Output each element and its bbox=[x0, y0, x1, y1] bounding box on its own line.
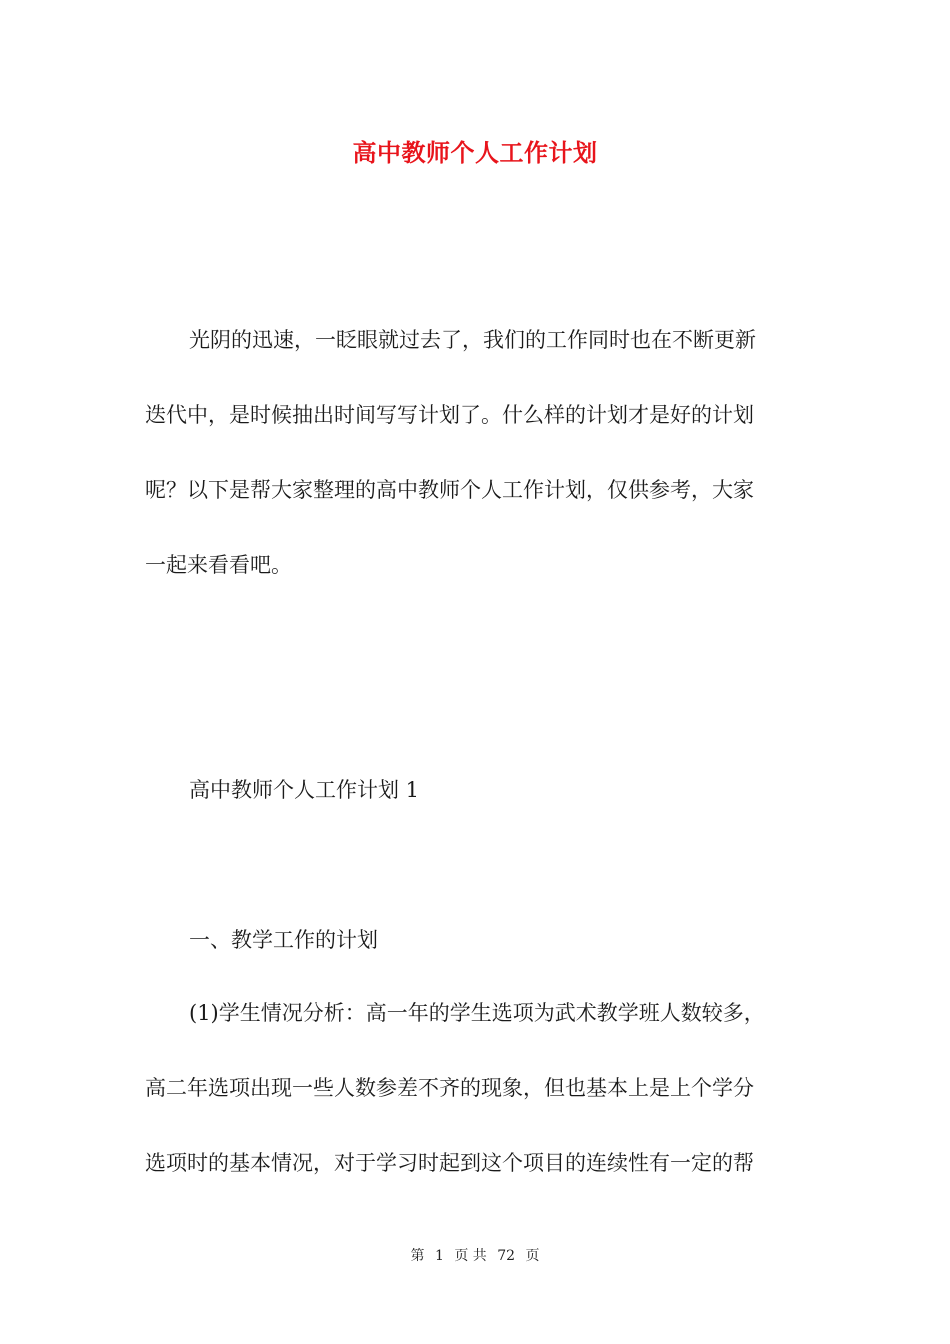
footer-prefix: 第 bbox=[410, 1248, 425, 1264]
intro-line: 迭代中，是时候抽出时间写写计划了。什么样的计划才是好的计划 bbox=[145, 403, 754, 427]
intro-line: 呢？以下是帮大家整理的高中教师个人工作计划，仅供参考，大家 bbox=[145, 478, 754, 502]
current-page-number: 1 bbox=[434, 1248, 444, 1264]
body-line: 高二年选项出现一些人数参差不齐的现象，但也基本上是上个学分 bbox=[145, 1076, 754, 1100]
page-title: 高中教师个人工作计划 bbox=[352, 138, 598, 167]
body-line: (1)学生情况分析：高一年的学生选项为武术教学班人数较多， bbox=[189, 1001, 765, 1025]
section-heading: 高中教师个人工作计划 1 bbox=[189, 778, 420, 802]
body-line: 选项时的基本情况，对于学习时起到这个项目的连续性有一定的帮 bbox=[145, 1151, 754, 1175]
total-page-count: 72 bbox=[497, 1248, 516, 1264]
subheading: 一、教学工作的计划 bbox=[189, 928, 378, 952]
intro-line: 光阴的迅速，一眨眼就过去了，我们的工作同时也在不断更新 bbox=[189, 328, 756, 352]
page-footer bbox=[0, 1245, 950, 1265]
footer-middle: 页 共 bbox=[454, 1248, 487, 1264]
footer-suffix: 页 bbox=[525, 1248, 540, 1264]
intro-line: 一起来看看吧。 bbox=[145, 553, 292, 577]
